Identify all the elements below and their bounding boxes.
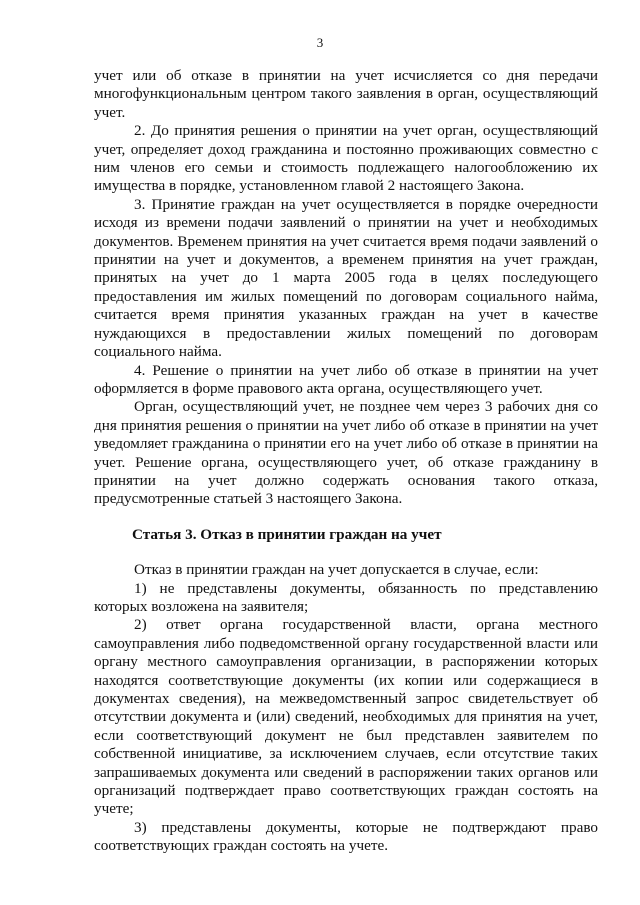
paragraph: 4. Решение о принятии на учет либо об отказе в принятии на учет оформляется в форме правового акта органа, осуществляющего учет.	[94, 361, 598, 397]
paragraph: 2) ответ органа государственной власти, органа местного самоуправления либо подведомственной органу государственной власти или органу местного самоуправления организации, в распоряжении которых находятся соответствующие документы (их копии или содержащиеся в документах сведения), на межведомственный запрос свидетельствует об отсутствии документа и (или) сведений, необходимых для принятия на учет, если соответствующий документ не был представлен заявителем по собственной инициативе, за исключением случаев, если отсутствие таких запрашиваемых документа или сведений в распоряжении таких органов или организаций подтверждает право соответствующих граждан состоять на учете;	[94, 616, 598, 818]
paragraph: 2. До принятия решения о принятии на учет орган, осуществляющий учет, определяет доход гражданина и постоянно проживающих совместно с ним членов его семьи и стоимость подлежащего налогообложению их имущества в порядке, установленном главой 2 настоящего Закона.	[94, 122, 598, 195]
paragraph: 3. Принятие граждан на учет осуществляется в порядке очередности исходя из времени подачи заявлений о принятии на учет и необходимых документов. Временем принятия на учет считается время подачи заявлений о принятии на учет и документов, а временем принятия на учет граждан, принятых на учет до 1 марта 2005 года в целях последующего предоставления им жилых помещений по договорам социального найма, считается время принятия указанных граждан на учет в качестве нуждающихся в предоставлении жилых помещений по договорам социального найма.	[94, 195, 598, 361]
page-number: 3	[316, 35, 324, 50]
paragraph: Отказ в принятии граждан на учет допускается в случае, если:	[134, 561, 539, 579]
paragraph: учет или об отказе в принятии на учет исчисляется со дня передачи многофункциональным центром такого заявления в орган, осуществляющий учет.	[94, 67, 598, 121]
document-body	[94, 67, 598, 856]
paragraph: 3) представлены документы, которые не подтверждают право соответствующих граждан состоять на учете.	[94, 818, 598, 855]
article-heading: Статья 3. Отказ в принятии граждан на учет	[132, 525, 442, 543]
paragraphs-before	[94, 67, 598, 509]
paragraph: 1) не представлены документы, обязанность по представлению которых возложена на заявителя;	[94, 579, 598, 615]
paragraphs-after	[94, 561, 598, 856]
paragraph: Орган, осуществляющий учет, не позднее чем через 3 рабочих дня со дня принятия решения о принятии на учет либо об отказе в принятии на учет уведомляет гражданина о принятии его на учет либо об отказе в принятии на учет. Решение органа, осуществляющего учет, об отказе гражданину в принятии на учет должно содержать основания такого отказа, предусмотренные статьей 3 настоящего Закона.	[94, 398, 598, 508]
